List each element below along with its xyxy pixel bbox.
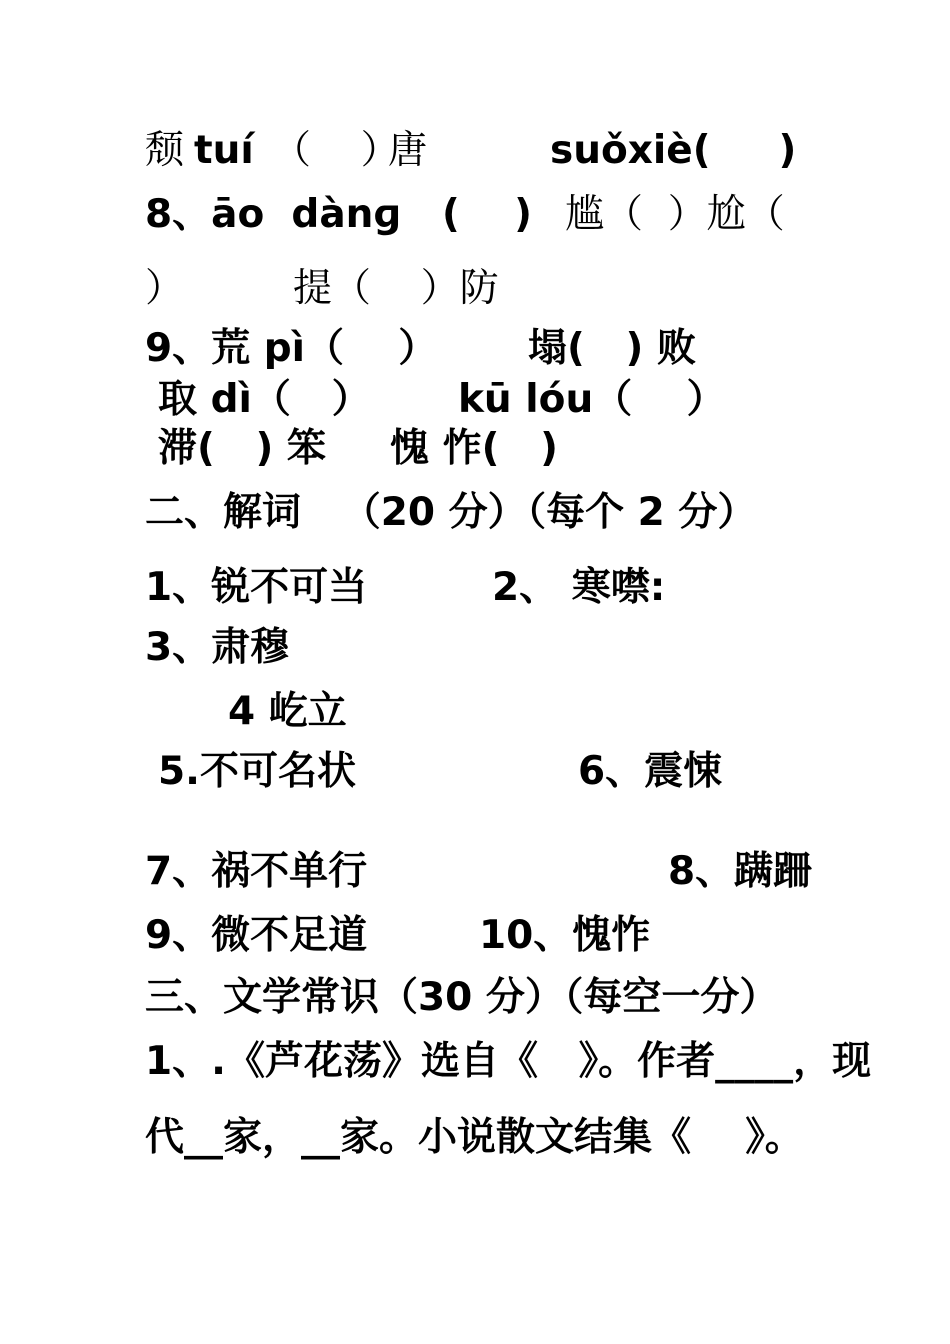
literature-q1-line1: 1、.《芦花荡》选自《 》。作者____，现 <box>145 1039 872 1084</box>
q8-tifang: 提（ ）防 <box>293 266 499 311</box>
q9-kulou: kū lóu（ ） <box>458 377 726 422</box>
vocab-6: 6、震悚 <box>578 749 723 794</box>
vocab-5: 5.不可名状 <box>158 749 356 794</box>
section-3-heading: 三、文学常识（30 分）（每空一分） <box>145 975 779 1020</box>
q7-char-tang: 唐 <box>388 128 428 173</box>
vocab-2: 2、 寒噤: <box>492 565 666 610</box>
q9-kuizuo: 愧 怍( ) <box>390 426 558 471</box>
q9-zhiben: 滞( ) 笨 <box>158 426 326 471</box>
vocab-9: 9、微不足道 <box>145 913 368 958</box>
vocab-1: 1、锐不可当 <box>145 565 368 610</box>
vocab-3: 3、肃穆 <box>145 625 290 670</box>
q8-close-paren: ） <box>145 266 185 311</box>
vocab-7: 7、祸不单行 <box>145 849 368 894</box>
literature-q1-line2: 代__家，__家。小说散文结集《 》。 <box>145 1115 804 1160</box>
q9-huangpi: 9、荒 pì（ ） <box>145 326 438 371</box>
q8-pinyin-aodang: 8、āo dànɡ ( ) <box>145 192 533 237</box>
q7-blank-1: （ ） <box>272 128 400 173</box>
q7-pinyin-tui: tuí <box>194 128 254 173</box>
q8-ganga: 尴（ ）尬（ <box>565 192 785 237</box>
q9-taibai: 塌( ) 败 <box>528 326 696 371</box>
vocab-4: 4 屹立 <box>228 689 347 734</box>
q9-qudi: 取 dì（ ） <box>158 377 371 422</box>
vocab-8: 8、蹒跚 <box>668 849 813 894</box>
vocab-10: 10、愧怍 <box>479 913 651 958</box>
section-2-heading: 二、解词 （20 分）（每个 2 分） <box>145 490 757 535</box>
q7-pinyin-suoxie: suǒxiè( ) <box>550 128 797 173</box>
q7-char-tui: 颓 <box>145 128 185 173</box>
